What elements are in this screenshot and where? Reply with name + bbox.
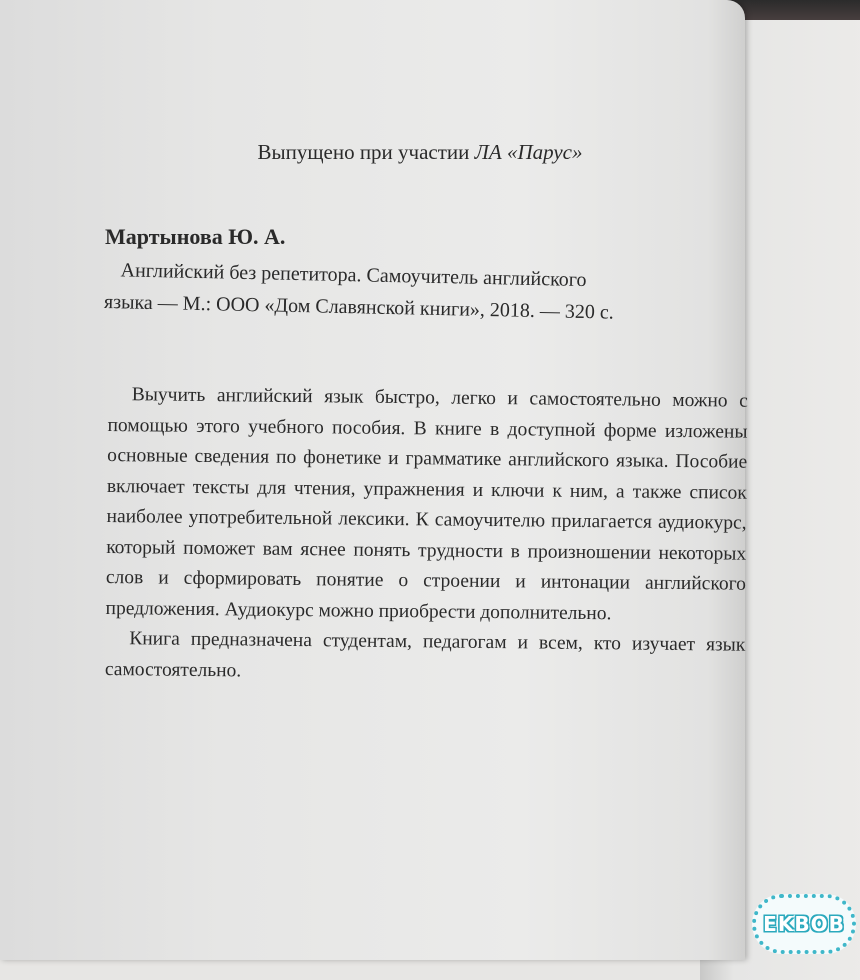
- ekbob-watermark-logo: [752, 894, 856, 954]
- author-name: Мартынова Ю. А.: [105, 224, 286, 249]
- annotation-paragraph-2: Книга предназначена студентам, педагогам и всем, кто изучает язык самостоятельно.: [104, 628, 746, 681]
- bibliographic-entry: [104, 254, 735, 331]
- publisher-line: [0, 140, 850, 165]
- publisher-name: ЛА «Парус»: [474, 140, 583, 164]
- book-annotation: [105, 380, 748, 692]
- biblio-line-1: Английский без репетитора. Самоучитель английского: [120, 259, 587, 292]
- publisher-prefix: Выпущено при участии: [257, 140, 470, 164]
- annotation-paragraph-1: Выучить английский язык быстро, легко и самостоятельно можно с помощью этого учебного пособия. В книге в доступной форме изложены основные сведения по фонетике и грамматике английского языка. Пособие включает тексты для чтения, упражнения и ключи к ним, а также список наиболее употребительной лексики. К самоучителю прилагается аудиокурс, который поможет вам яснее понять трудности в произношении некоторых слов и сформировать понятие о строении и интонации английского предложения. Аудиокурс можно приобрести дополнительно.: [105, 384, 748, 624]
- biblio-line-2: языка — М.: ООО «Дом Славянской книги», 2018. — 320 с.: [103, 290, 615, 324]
- watermark-text: EKBOB: [763, 912, 845, 936]
